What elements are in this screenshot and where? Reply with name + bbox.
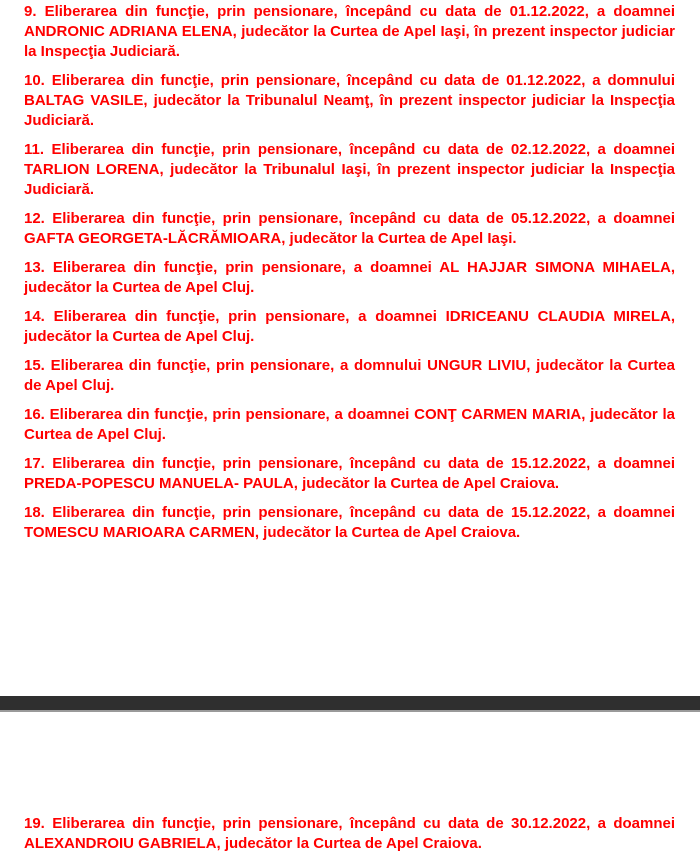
list-item-17 xyxy=(24,454,675,494)
list-item-9 xyxy=(24,2,675,62)
list-item-12 xyxy=(24,209,675,249)
list-item-19 xyxy=(24,814,675,854)
item-text: Eliberarea din funcţie, prin pensionare, începând cu data de 15.12.2022, a doamnei xyxy=(52,455,675,472)
item-text-end: , judecător la Curtea de Apel Iaşi. xyxy=(281,230,517,247)
item-text-end: , judecător la Tribunalul Iaşi, în prezent inspector judiciar la Inspecţia Judiciară. xyxy=(24,161,676,198)
item-text-end: , judecător la Curtea de Apel Cluj. xyxy=(24,406,675,443)
list-item-15 xyxy=(24,356,675,396)
item-text-end: , judecător la Curtea de Apel Cluj. xyxy=(24,259,675,296)
item-text: Eliberarea din funcţie, prin pensionare, începând cu data de 05.12.2022, a doamnei xyxy=(52,210,675,227)
item-text-end: , judecător la Curtea de Apel Craiova. xyxy=(254,524,521,541)
person-name: ANDRONIC ADRIANA ELENA xyxy=(24,23,233,40)
person-name: GAFTA GEORGETA-LĂCRĂMIOARA xyxy=(24,230,282,247)
item-number: 15. xyxy=(24,357,45,374)
list-item-14 xyxy=(24,307,675,347)
person-name: IDRICEANU CLAUDIA MIRELA xyxy=(445,308,671,325)
item-number: 18. xyxy=(24,504,45,521)
person-name: ALEXANDROIU GABRIELA xyxy=(24,835,217,852)
item-text-end: , judecător la Curtea de Apel Craiova. xyxy=(216,835,482,852)
decision-list xyxy=(24,2,675,552)
item-number: 12. xyxy=(24,210,45,227)
item-number: 17. xyxy=(24,455,45,472)
item-text: Eliberarea din funcţie, prin pensionare, începând cu data de 15.12.2022, a doamnei xyxy=(52,504,675,521)
item-text-end: , judecător la Curtea de Apel Craiova. xyxy=(293,475,560,492)
person-name: CONŢ CARMEN MARIA xyxy=(414,406,582,423)
item-text: Eliberarea din funcţie, prin pensionare, a doamnei xyxy=(52,259,432,276)
item-number: 13. xyxy=(24,259,45,276)
item-number: 9. xyxy=(24,3,37,20)
item-text-end: , judecător la Curtea de Apel Cluj. xyxy=(24,357,675,394)
list-item-13 xyxy=(24,258,675,298)
person-name: UNGUR LIVIU xyxy=(427,357,527,374)
item-text: Eliberarea din funcţie, prin pensionare, a doamnei xyxy=(53,308,437,325)
item-text: Eliberarea din funcţie, prin pensionare, începând cu data de 01.12.2022, a doamnei xyxy=(44,3,675,20)
item-number: 11. xyxy=(24,141,45,158)
list-item-18 xyxy=(24,503,675,543)
person-name: PREDA-POPESCU MANUELA- PAULA xyxy=(24,475,294,492)
item-text-end: , judecător la Curtea de Apel Iaşi, în prezent inspector judiciar la Inspecţia Judiciară. xyxy=(24,23,675,60)
list-item-10 xyxy=(24,71,675,131)
item-text: Eliberarea din funcţie, prin pensionare, începând cu data de 30.12.2022, a doamnei xyxy=(52,815,675,832)
item-number: 19. xyxy=(24,815,45,832)
list-item-16 xyxy=(24,405,675,445)
item-text-end: , judecător la Tribunalul Neamţ, în prezent inspector judiciar la Inspecţia Judiciară. xyxy=(24,92,676,129)
item-text-end: , judecător la Curtea de Apel Cluj. xyxy=(24,308,676,345)
item-text: Eliberarea din funcţie, prin pensionare, a domnului xyxy=(50,357,422,374)
item-text: Eliberarea din funcţie, prin pensionare, a doamnei xyxy=(49,406,410,423)
item-text: Eliberarea din funcţie, prin pensionare, începând cu data de 02.12.2022, a doamnei xyxy=(51,141,675,158)
person-name: AL HAJJAR SIMONA MIHAELA xyxy=(439,259,671,276)
item-text: Eliberarea din funcţie, prin pensionare, începând cu data de 01.12.2022, a domnului xyxy=(51,72,675,89)
person-name: BALTAG VASILE xyxy=(24,92,144,109)
document-page-2 xyxy=(0,712,700,856)
person-name: TARLION LORENA xyxy=(24,161,160,178)
item-number: 16. xyxy=(24,406,45,423)
list-item-11 xyxy=(24,140,675,200)
item-number: 14. xyxy=(24,308,45,325)
person-name: TOMESCU MARIOARA CARMEN xyxy=(24,524,255,541)
item-number: 10. xyxy=(24,72,45,89)
